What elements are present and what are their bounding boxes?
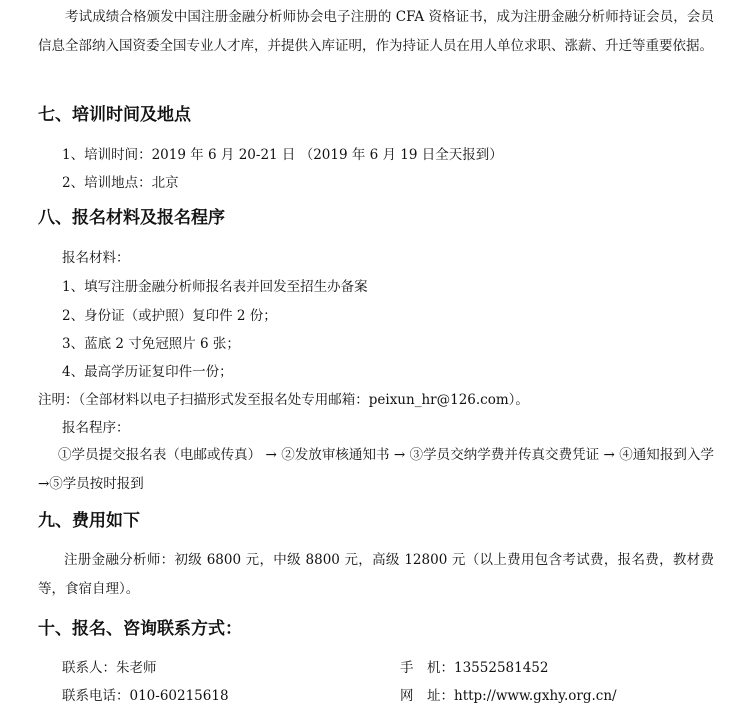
- materials-title: 报名材料：: [62, 250, 130, 266]
- material-item: 4、最高学历证复印件一份；: [62, 364, 233, 380]
- material-item: 3、蓝底 2 寸免冠照片 6 张；: [62, 336, 240, 352]
- contact-website[interactable]: 网 址：http://www.gxhy.org.cn/: [400, 688, 617, 704]
- process-title: 报名程序：: [62, 420, 130, 436]
- material-item: 2、身份证（或护照）复印件 2 份；: [62, 308, 277, 324]
- contact-phone: 联系电话：010-60215618: [62, 688, 229, 704]
- contact-person: 联系人：朱老师: [62, 660, 157, 676]
- section-heading-fees: 九、费用如下: [38, 511, 140, 531]
- training-time: 1、培训时间：2019 年 6 月 20-21 日 （2019 年 6 月 19 日全天报到）: [62, 147, 503, 163]
- section-heading-training-time: 七、培训时间及地点: [38, 105, 191, 125]
- section-heading-contact: 十、报名、咨询联系方式：: [38, 619, 242, 639]
- intro-paragraph: 考试成绩合格颁发中国注册金融分析师协会电子注册的 CFA 资格证书，成为注册金融分析师持证会员，会员信息全部纳入国资委全国专业人才库，并提供入库证明，作为持证人员在用人单位求职、涨薪、升迁等重要依据。: [38, 9, 714, 54]
- process-steps: ①学员提交报名表（电邮或传真） → ②发放审核通知书 → ③学员交纳学费并传真交费凭证 → ④通知报到入学→⑤学员按时报到: [38, 447, 714, 492]
- material-item: 1、填写注册金融分析师报名表并回发至招生办备案: [62, 279, 368, 295]
- training-place: 2、培训地点：北京: [62, 175, 179, 191]
- materials-note: [38, 390, 529, 410]
- contact-mobile: 手 机：13552581452: [400, 660, 549, 676]
- materials-note-text: 注明：（全部材料以电子扫描形式发至报名处专用邮箱：peixun_hr@126.com）。: [38, 392, 529, 408]
- section-heading-registration: 八、报名材料及报名程序: [38, 208, 225, 228]
- fee-paragraph: 注册金融分析师：初级 6800 元，中级 8800 元，高级 12800 元（以上费用包含考试费，报名费，教材费等，食宿自理）。: [38, 552, 714, 597]
